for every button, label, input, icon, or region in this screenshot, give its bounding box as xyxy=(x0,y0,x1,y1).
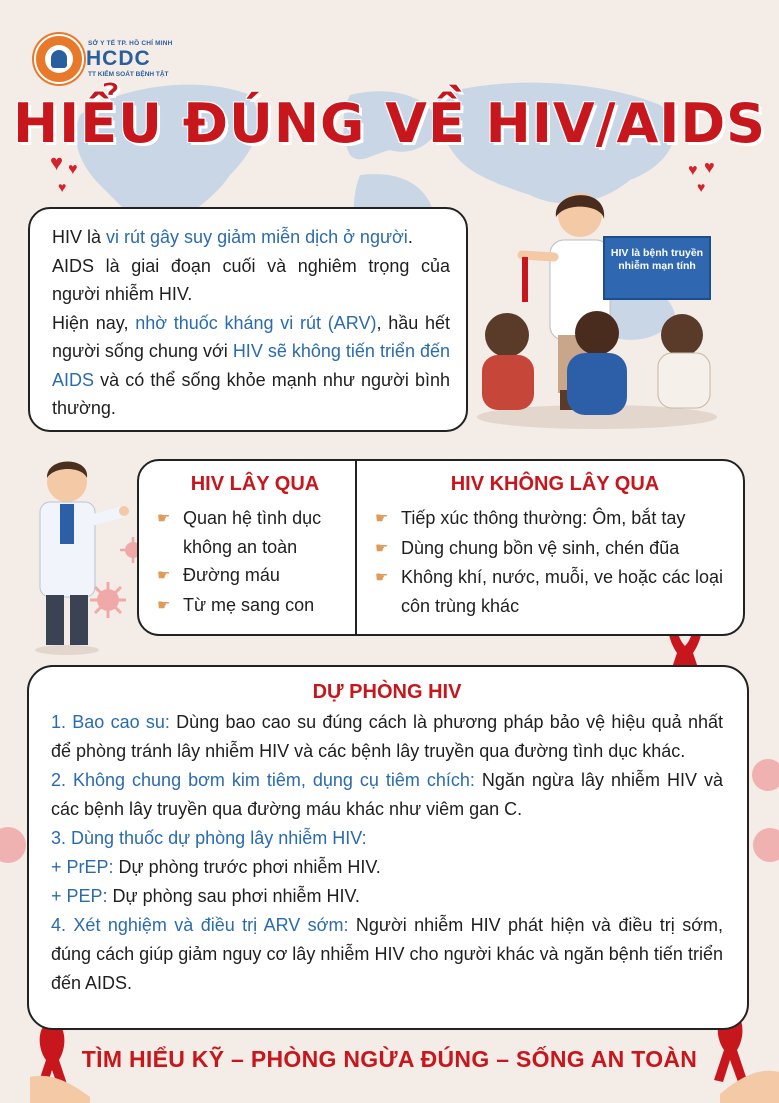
list-item-text: Tiếp xúc thông thường: Ôm, bắt tay xyxy=(401,508,686,528)
list-item xyxy=(157,561,353,591)
prevention-item-testing xyxy=(51,911,723,998)
list-item xyxy=(157,504,353,561)
heart-icon: ♥ xyxy=(704,157,715,177)
prevention-item-text: Dự phòng sau phơi nhiễm HIV. xyxy=(107,886,360,906)
virus-icon xyxy=(88,580,128,620)
intro-text: HIV là xyxy=(52,227,107,247)
hcdc-emblem-icon xyxy=(34,34,84,84)
not-transmitted-via-title: HIV KHÔNG LÂY QUA xyxy=(450,473,660,495)
list-item-text: Không khí, nước, muỗi, ve hoặc các loại côn trùng khác xyxy=(401,567,724,616)
list-item-text: Quan hệ tình dục không an toàn xyxy=(183,508,322,557)
prevention-item-needles xyxy=(51,766,723,824)
prevention-item-text: Ngăn ngừa lây nhiễm HIV và các bệnh lây truyền qua đường máu khác như viêm gan C. xyxy=(51,770,723,819)
list-item xyxy=(157,591,353,621)
pointing-hand-icon: ☛ xyxy=(375,569,389,586)
teacher-students-illustration xyxy=(462,185,732,435)
info-sign: HIV là bệnh truyền nhiễm mạn tính xyxy=(603,236,711,300)
prevention-item-heading: 4. Xét nghiệm và điều trị ARV sớm: xyxy=(51,915,349,935)
heart-icon: ♥ xyxy=(58,179,67,195)
prevention-item-heading: 1. Bao cao su: xyxy=(51,712,170,732)
hcdc-logo xyxy=(34,34,184,82)
heart-icon: ♥ xyxy=(68,161,78,178)
intro-box xyxy=(28,207,468,432)
list-item-text: Đường máu xyxy=(183,565,280,585)
prevention-item-heading: + PrEP: xyxy=(51,857,114,877)
transmission-box xyxy=(137,459,745,636)
prevention-item-text: Người nhiễm HIV phát hiện và điều trị sớm, đúng cách giúp giảm nguy cơ lây nhiễm HIV cho người khác và ngăn bệnh tiến triển đến AIDS. xyxy=(51,915,723,993)
prevention-item-heading: + PEP: xyxy=(51,886,108,906)
prevention-item-heading: 2. Không chung bơm kim tiêm, dụng cụ tiêm chích: xyxy=(51,770,475,790)
intro-arv-info xyxy=(52,309,450,423)
pointing-hand-icon: ☛ xyxy=(157,596,171,614)
prevention-item-text: Dự phòng trước phơi nhiễm HIV. xyxy=(113,857,381,877)
transmitted-via-title: HIV LÂY QUA xyxy=(190,473,320,495)
page-title: HIỂU ĐÚNG VỀ HIV/AIDS xyxy=(12,92,767,155)
intro-hiv-definition xyxy=(52,223,450,252)
pointing-hand-icon: ☛ xyxy=(375,510,389,527)
pointing-hand-icon: ☛ xyxy=(157,510,171,527)
list-item-text: Dùng chung bồn vệ sinh, chén đũa xyxy=(401,537,680,558)
heart-icon: ♥ xyxy=(697,179,706,195)
prevention-item-pep xyxy=(51,882,723,911)
prevention-item-heading: 3. Dùng thuốc dự phòng lây nhiễm HIV: xyxy=(51,828,367,848)
intro-highlight: nhờ thuốc kháng vi rút (ARV) xyxy=(135,312,377,333)
footer-slogan: TÌM HIỂU KỸ – PHÒNG NGỪA ĐÚNG – SỐNG AN TOÀN xyxy=(81,1046,698,1072)
transmitted-via-column xyxy=(157,473,353,620)
prevention-title: DỰ PHÒNG HIV xyxy=(312,681,462,703)
prevention-item-prep xyxy=(51,853,723,882)
pointing-hand-icon: ☛ xyxy=(375,539,389,557)
intro-highlight: vi rút gây suy giảm miễn dịch ở người xyxy=(106,227,408,247)
logo-name: HCDC xyxy=(86,47,151,70)
logo-subtitle-top: SỞ Y TẾ TP. HỒ CHÍ MINH xyxy=(88,40,173,47)
list-item-text: Từ mẹ sang con xyxy=(183,594,315,615)
intro-text: và có thể sống khỏe mạnh như người bình thường. xyxy=(52,369,450,418)
not-transmitted-via-column xyxy=(375,473,735,620)
list-item xyxy=(375,504,735,534)
column-divider xyxy=(355,461,357,634)
intro-highlight: HIV sẽ không tiến triển đến AIDS xyxy=(52,341,450,390)
logo-subtitle-bottom: TT KIỂM SOÁT BỆNH TẬT xyxy=(88,71,169,78)
prevention-item-condom xyxy=(51,708,723,766)
pointing-hand-icon: ☛ xyxy=(157,567,171,584)
prevention-item-medication xyxy=(51,824,723,853)
intro-aids-definition: AIDS là giai đoạn cuối và nghiêm trọng của người nhiễm HIV. xyxy=(52,255,450,304)
intro-text: , hầu hết người sống chung với xyxy=(52,312,450,361)
intro-text: Hiện nay, xyxy=(52,312,136,333)
prevention-box xyxy=(27,665,749,1030)
list-item xyxy=(375,563,735,620)
heart-icon: ♥ xyxy=(50,150,64,175)
list-item xyxy=(375,534,735,564)
heart-icon: ♥ xyxy=(688,162,698,179)
prevention-item-text: Dùng bao cao su đúng cách là phương pháp bảo vệ hiệu quả nhất để phòng tránh lây nhiễm HIV và các bệnh lây truyền qua đường tình dục khác. xyxy=(51,712,724,761)
intro-text: . xyxy=(407,227,413,247)
